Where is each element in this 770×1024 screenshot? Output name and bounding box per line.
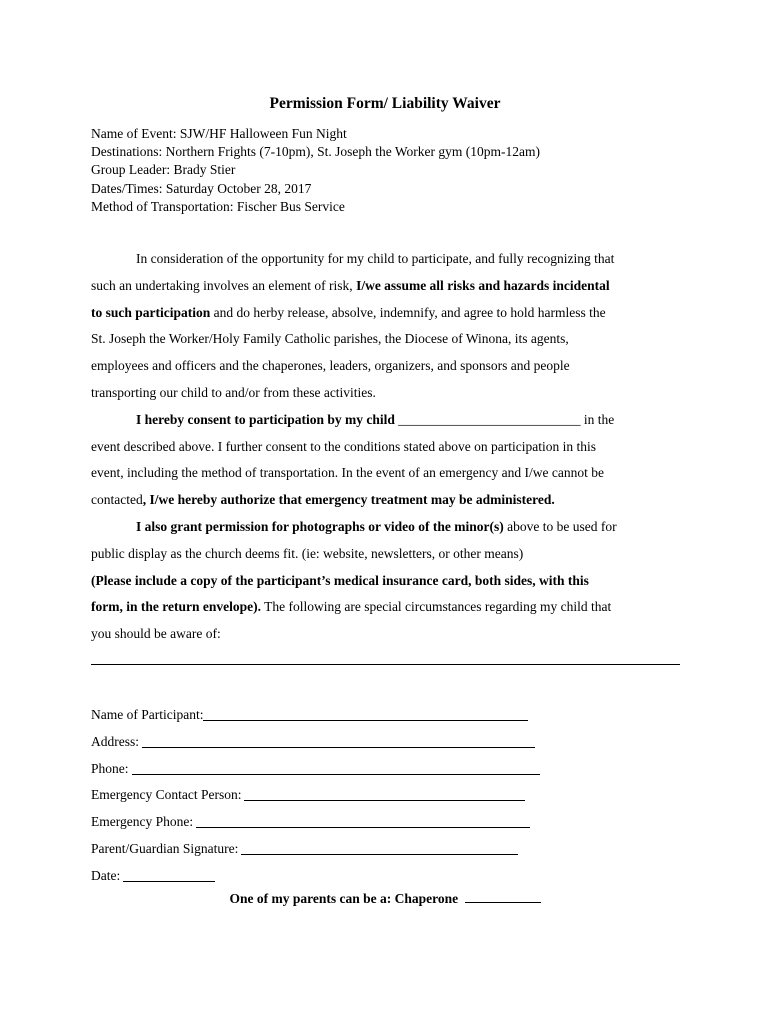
event-details xyxy=(91,125,540,216)
bold-text: I also grant permission for photographs or video of the minor(s) xyxy=(136,518,504,534)
emergency-phone-field[interactable] xyxy=(196,812,530,828)
event-dates: Dates/Times: Saturday October 28, 2017 xyxy=(91,180,312,196)
event-name: Name of Event: SJW/HF Halloween Fun Night xyxy=(91,126,347,141)
text: in the xyxy=(580,411,615,427)
emergency-phone-row xyxy=(91,809,540,836)
participant-name-label: Name of Participant: xyxy=(91,707,204,722)
form-title: Permission Form/ Liability Waiver xyxy=(269,95,501,112)
text: The following are special circumstances regarding my child that xyxy=(260,599,612,615)
text: In consideration of the opportunity for my child to participate, and fully recognizing that xyxy=(136,251,615,266)
text: contacted xyxy=(91,492,143,508)
chaperone-line xyxy=(0,889,770,909)
date-label: Date: xyxy=(91,867,121,883)
para2-line4 xyxy=(91,487,681,514)
para2-line2: event described above. I further consent to the conditions stated above on participation in this xyxy=(91,438,596,454)
signature-label: Parent/Guardian Signature: xyxy=(91,840,239,856)
para2-line3: event, including the method of transportation. In the event of an emergency and I/we cannot be xyxy=(91,465,604,481)
bold-text: to such participation xyxy=(91,304,211,320)
date-row xyxy=(91,863,540,890)
emergency-phone-label: Emergency Phone: xyxy=(91,814,194,830)
participant-name-field[interactable] xyxy=(203,705,528,721)
phone-row xyxy=(91,756,540,783)
text: above to be used for xyxy=(503,518,617,534)
signature-row xyxy=(91,836,540,863)
special-circumstances-line[interactable] xyxy=(91,664,680,665)
bold-text: I/we assume all risks and hazards incidental xyxy=(356,277,610,293)
waiver-body xyxy=(91,246,681,648)
text: and do herby release, absolve, indemnify, and agree to hold harmless the xyxy=(210,304,606,320)
chaperone-field[interactable] xyxy=(465,890,541,903)
para1-line4: St. Joseph the Worker/Holy Family Catholic parishes, the Diocese of Winona, its agents, xyxy=(91,331,569,347)
participant-name-row xyxy=(91,702,540,729)
para1-line2 xyxy=(91,273,681,300)
child-name-blank[interactable]: ___________________________ xyxy=(398,411,581,427)
group-leader: Group Leader: Brady Stier xyxy=(91,162,236,178)
bold-text: , I/we hereby authorize that emergency treatment may be administered. xyxy=(142,492,555,508)
para3-line3: (Please include a copy of the participant’s medical insurance card, both sides, with this xyxy=(91,572,589,588)
para3-line1 xyxy=(91,514,681,541)
emergency-contact-label: Emergency Contact Person: xyxy=(91,787,242,803)
para2-line1 xyxy=(91,407,681,434)
text: such an undertaking involves an element of risk, xyxy=(91,277,357,293)
date-field[interactable] xyxy=(123,866,215,882)
para1-line6: transporting our child to and/or from these activities. xyxy=(91,384,376,400)
address-row xyxy=(91,729,540,756)
address-field[interactable] xyxy=(142,732,535,748)
para3-line4 xyxy=(91,594,681,621)
para1-line3 xyxy=(91,300,681,327)
emergency-contact-row xyxy=(91,782,540,809)
para3-line2: public display as the church deems fit. (ie: website, newsletters, or other means) xyxy=(91,545,524,561)
para3-line5: you should be aware of: xyxy=(91,626,221,642)
para1-line1 xyxy=(91,246,681,273)
phone-label: Phone: xyxy=(91,760,129,776)
signature-field[interactable] xyxy=(241,839,518,855)
para1-line5: employees and officers and the chaperones, leaders, organizers, and sponsors and people xyxy=(91,358,570,374)
phone-field[interactable] xyxy=(132,759,540,775)
participant-info-fields xyxy=(91,702,540,890)
event-destinations: Destinations: Northern Frights (7-10pm), St. Joseph the Worker gym (10pm-12am) xyxy=(91,144,540,160)
transportation-method: Method of Transportation: Fischer Bus Service xyxy=(91,198,345,214)
emergency-contact-field[interactable] xyxy=(244,785,525,801)
bold-text: I hereby consent to participation by my child xyxy=(136,411,395,427)
bold-text: form, in the return envelope). xyxy=(91,599,261,615)
chaperone-label: One of my parents can be a: Chaperone xyxy=(229,891,459,906)
address-label: Address: xyxy=(91,733,139,749)
